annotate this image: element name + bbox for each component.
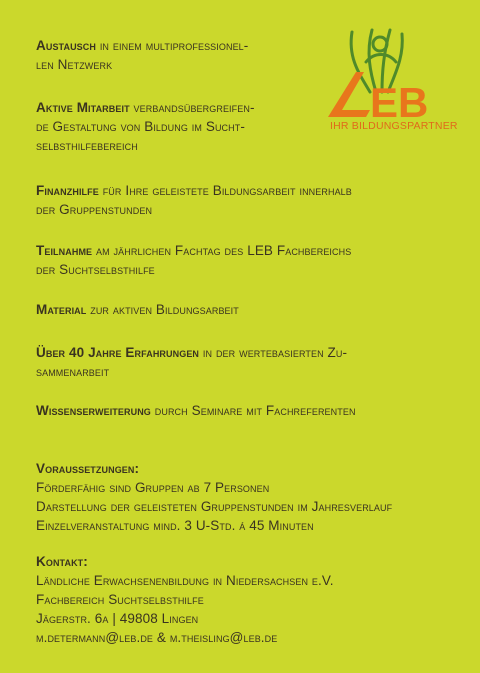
contact-section: [36, 552, 334, 647]
item-text: der Suchtselbsthilfe: [36, 262, 155, 277]
item-text: selbsthilfebereich: [36, 138, 138, 153]
contact-line: Jägerstr. 6a | 49808 Lingen: [36, 611, 199, 626]
item-bold: Aktive Mitarbeit: [36, 100, 130, 115]
contact-email[interactable]: m.determann@leb.de & m.theisling@leb.de: [36, 630, 278, 645]
item-erfahrungen: [36, 343, 347, 381]
item-bold: Über 40 Jahre Erfahrungen: [36, 345, 200, 360]
item-bold: Finanzhilfe: [36, 183, 99, 198]
requirement-line: Einzelveranstaltung mind. 3 U-Std. á 45 Minuten: [36, 518, 314, 533]
item-material: [36, 300, 239, 319]
item-austausch: [36, 36, 248, 74]
item-text: sammenarbeit: [36, 364, 110, 379]
item-text: der Gruppenstunden: [36, 202, 153, 217]
item-bold: Material: [36, 302, 87, 317]
item-text: zur aktiven Bildungsarbeit: [86, 302, 239, 317]
item-finanzhilfe: [36, 181, 352, 219]
requirement-line: Förderfähig sind Gruppen ab 7 Personen: [36, 480, 270, 495]
item-teilnahme: [36, 241, 351, 279]
item-aktive-mitarbeit: [36, 98, 255, 155]
requirements-heading: Voraussetzungen:: [36, 461, 140, 476]
item-text: für Ihre geleistete Bildungsarbeit innerhalb: [98, 183, 352, 198]
contact-line: Ländliche Erwachsenenbildung in Niedersachsen e.V.: [36, 573, 334, 588]
contact-line: Fachbereich Suchtselbsthilfe: [36, 592, 204, 607]
item-wissenserweiterung: [36, 401, 356, 420]
requirements-section: [36, 459, 392, 535]
svg-text:EB: EB: [370, 79, 429, 126]
item-bold: Wissenserweiterung: [36, 403, 151, 418]
item-bold: Teilnahme: [36, 243, 93, 258]
item-text: de Gestaltung von Bildung im Sucht-: [36, 119, 245, 134]
item-text: verbandsübergreifen-: [129, 100, 255, 115]
item-text: in der wertebasierten Zu-: [199, 345, 348, 360]
item-text: len Netzwerk: [36, 57, 113, 72]
requirement-line: Darstellung der geleisteten Gruppenstunden im Jahresverlauf: [36, 499, 393, 514]
item-text: in einem multiprofessionel-: [95, 38, 249, 53]
contact-heading: Kontakt:: [36, 554, 88, 569]
item-text: durch Seminare mit Fachreferenten: [150, 403, 356, 418]
item-bold: Austausch: [36, 38, 96, 53]
item-text: am jährlichen Fachtag des LEB Fachbereichs: [92, 243, 352, 258]
logo-tagline: IHR BILDUNGSPARTNER: [330, 120, 458, 132]
